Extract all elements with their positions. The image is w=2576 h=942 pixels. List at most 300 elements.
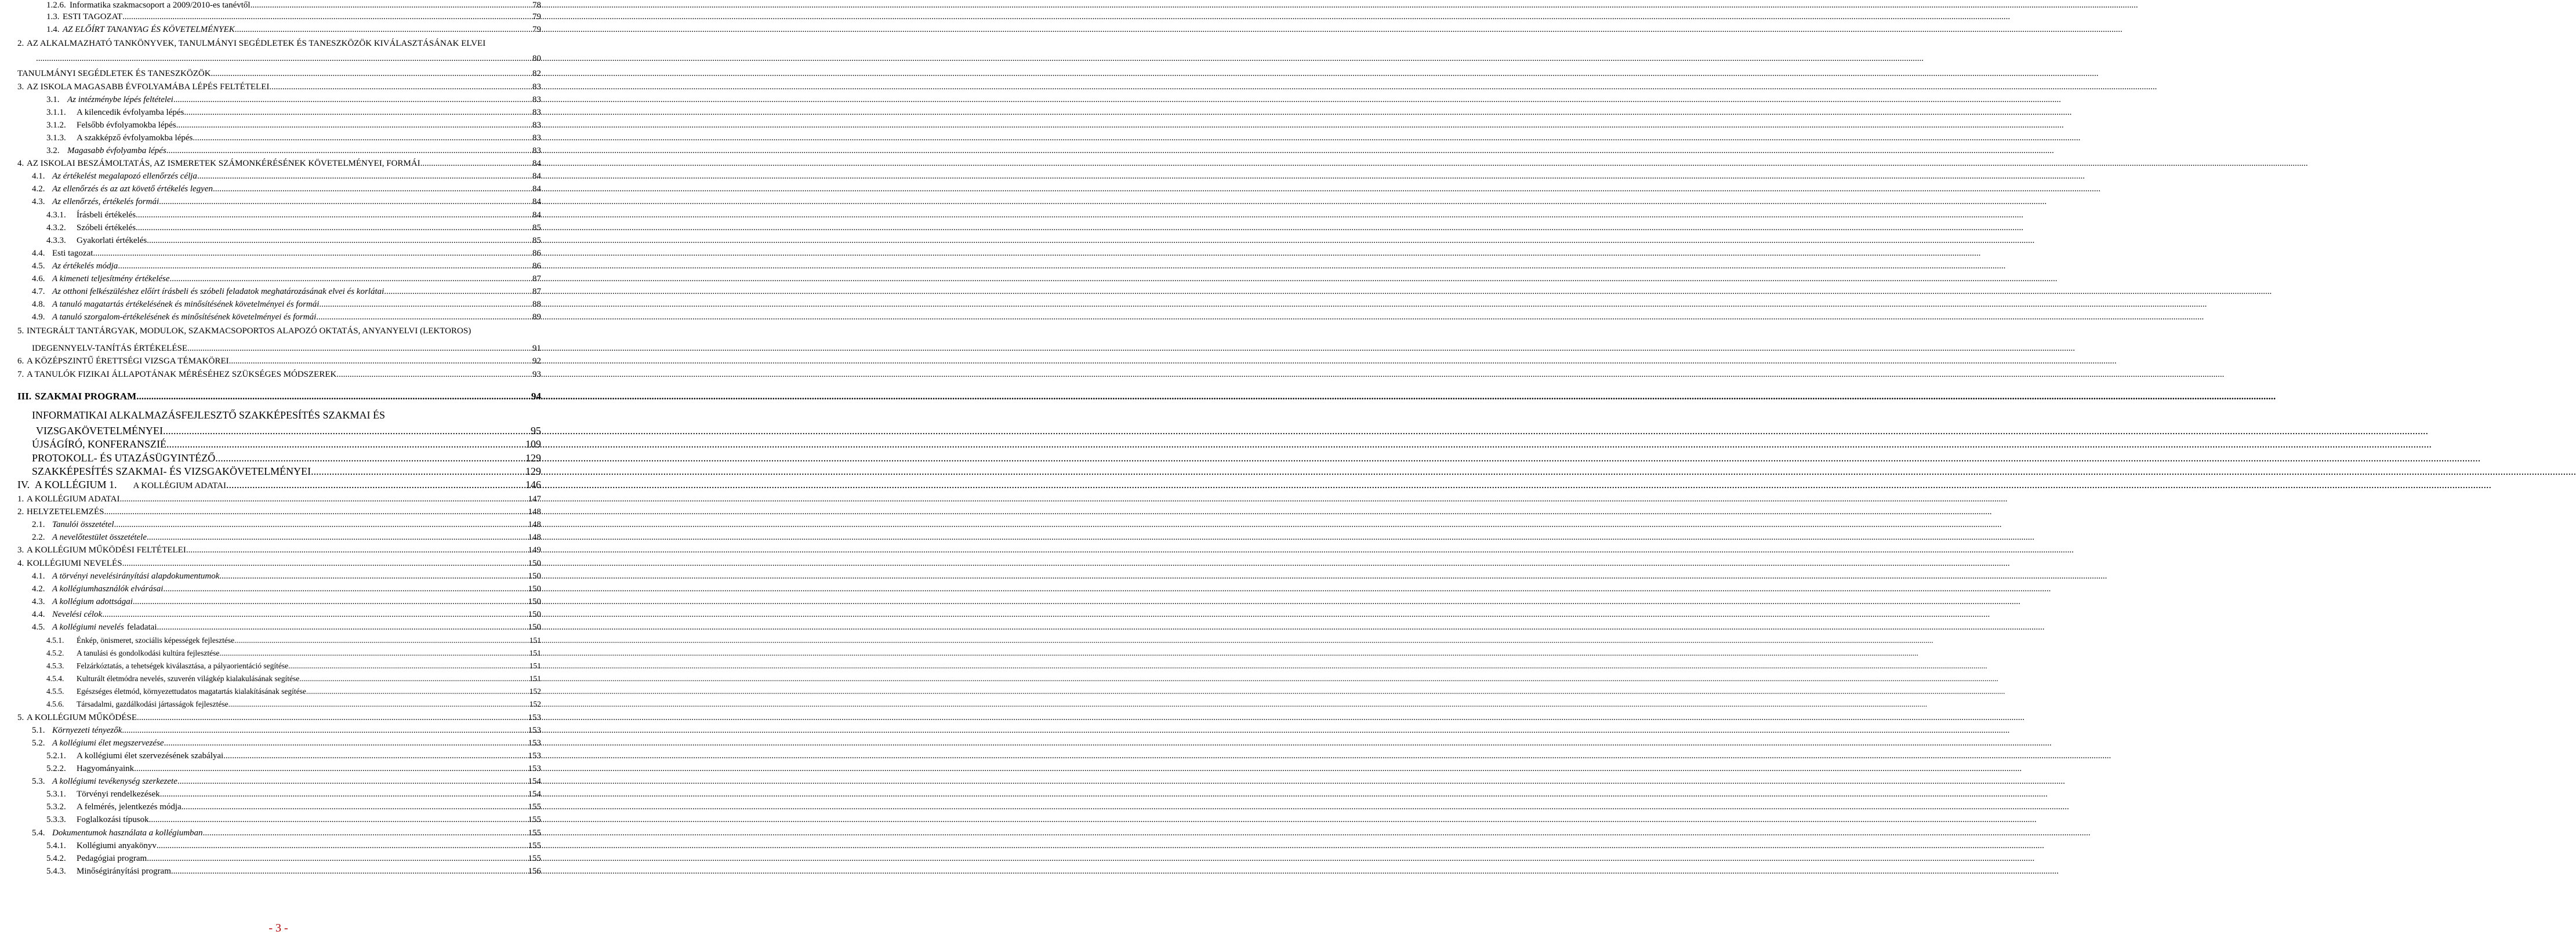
toc-entry-title: A kollégiumhasználók elvárásai	[52, 584, 164, 594]
toc-entry[interactable]	[17, 68, 541, 79]
toc-entry-title: SZAKMAI PROGRAM	[35, 391, 137, 402]
toc-entry-title: Pedagógiai program	[77, 854, 147, 863]
toc-dot-leader	[228, 699, 528, 710]
toc-entry-title: Az értékelés módja	[52, 261, 118, 271]
toc-dot-leader	[211, 68, 531, 79]
toc-entry[interactable]	[32, 248, 541, 259]
toc-dot-leader	[122, 558, 527, 569]
toc-entry[interactable]	[32, 438, 541, 450]
toc-page-number: 155	[528, 802, 541, 812]
toc-entry-title: ÚJSÁGÍRÓ, KONFERANSZIÉ	[32, 438, 167, 450]
toc-entry-number: 5.3.3.	[46, 815, 66, 824]
toc-dot-leader	[213, 184, 531, 194]
toc-dot-leader	[166, 438, 524, 450]
toc-entry-number: 4.5.	[32, 261, 45, 271]
toc-entry[interactable]	[32, 184, 541, 194]
toc-dot-leader	[316, 312, 531, 322]
toc-entry-number: 3.2.	[46, 146, 60, 155]
toc-page-number: 109	[525, 438, 541, 450]
toc-entry[interactable]	[46, 763, 541, 774]
toc-entry-continuation	[36, 53, 541, 64]
toc-entry-number: 5.4.3.	[46, 867, 66, 876]
toc-entry-title: A KÖZÉPSZINTŰ ÉRETTSÉGI VIZSGA TÉMAKÖREI	[27, 357, 229, 366]
toc-dot-leader	[420, 158, 531, 169]
toc-entry[interactable]	[32, 452, 541, 464]
toc-entry-number: 4.5.1.	[46, 636, 64, 645]
toc-entry-number: 3.1.3.	[46, 133, 66, 143]
toc-entry[interactable]	[32, 532, 541, 543]
toc-dot-leader	[160, 789, 527, 799]
toc-entry[interactable]	[17, 712, 541, 723]
toc-entry-title: SZAKKÉPESÍTÉS SZAKMAI- ÉS VIZSGAKÖVETELMÉNYEI	[32, 465, 311, 477]
toc-entry-title: Az ellenőrzés és az azt követő értékelés legyen	[52, 184, 213, 194]
toc-page-number: 79	[532, 12, 541, 21]
toc-dot-leader	[134, 763, 527, 774]
toc-page-number: 148	[528, 520, 541, 529]
toc-dot-leader	[102, 609, 527, 620]
toc-page-number: 153	[528, 713, 541, 722]
toc-page-number: 82	[532, 69, 541, 78]
toc-dot-leader	[157, 841, 527, 851]
toc-dot-leader	[149, 814, 527, 825]
toc-page-number: 156	[528, 867, 541, 876]
toc-dot-leader	[122, 12, 531, 22]
toc-page-number: 154	[528, 790, 541, 799]
toc-entry-number: 5.3.1.	[46, 790, 66, 799]
toc-entry-number: 4.3.	[32, 597, 45, 606]
toc-page-number: 150	[528, 623, 541, 632]
toc-page-number: 95	[531, 425, 541, 437]
toc-page-number: 83	[532, 82, 541, 92]
toc-page-number: 84	[532, 172, 541, 181]
toc-entry[interactable]	[46, 802, 541, 812]
toc-entry[interactable]	[32, 261, 541, 271]
toc-entry-title: Gyakorlati értékelés	[77, 236, 147, 245]
toc-dot-leader	[187, 343, 531, 354]
toc-dot-leader	[170, 274, 531, 284]
toc-dot-leader	[306, 686, 528, 697]
toc-entry-title-continued: feladatai	[126, 623, 157, 632]
toc-entry-title: VIZSGAKÖVETELMÉNYEI	[36, 425, 163, 437]
toc-entry[interactable]	[32, 343, 541, 354]
toc-entry[interactable]	[32, 725, 541, 736]
toc-entry-title: A kollégiumi élet megszervezése	[52, 739, 164, 748]
toc-dot-leader	[122, 725, 527, 736]
table-of-contents	[0, 0, 557, 904]
toc-dot-leader	[133, 597, 527, 607]
toc-entry-title: Törvényi rendelkezések	[77, 790, 160, 799]
toc-entry-number: 3.1.2.	[46, 121, 66, 130]
toc-entry-number: 4.5.	[32, 623, 45, 632]
toc-page-number: 91	[532, 344, 541, 353]
toc-dot-leader	[147, 235, 531, 246]
toc-dot-leader	[177, 776, 527, 787]
toc-dot-leader	[203, 828, 527, 838]
toc-entry[interactable]	[46, 223, 541, 233]
toc-entry-title: A törvényi nevelésirányítási alapdokumentumok	[52, 572, 220, 581]
toc-entry-title: Írásbeli értékelés	[77, 210, 136, 220]
toc-entry-number: 4.9.	[32, 312, 45, 322]
toc-page-number: 151	[529, 661, 541, 670]
toc-entry-title: AZ ISKOLA MAGASABB ÉVFOLYAMÁBA LÉPÉS FELTÉTELEI	[27, 82, 270, 92]
toc-entry-number: 3.	[17, 545, 24, 555]
toc-dot-leader	[311, 465, 524, 478]
toc-entry[interactable]	[46, 751, 541, 761]
toc-entry-title: KOLLÉGIUMI NEVELÉS	[27, 559, 122, 568]
toc-entry[interactable]	[46, 146, 541, 156]
toc-entry[interactable]	[17, 494, 541, 504]
toc-page-number: 149	[528, 545, 541, 555]
toc-page-number: 153	[528, 739, 541, 748]
toc-entry[interactable]	[46, 866, 541, 876]
toc-dot-leader	[164, 738, 527, 748]
toc-entry-title: PROTOKOLL- ÉS UTAZÁSÜGYINTÉZŐ	[32, 452, 216, 464]
toc-dot-leader	[235, 24, 531, 35]
toc-entry-title: A kollégiumi élet szervezésének szabályai	[77, 751, 224, 761]
toc-entry-number: III.	[17, 391, 32, 402]
toc-page-number: 152	[529, 687, 541, 696]
toc-entry[interactable]	[32, 312, 541, 322]
toc-dot-leader	[197, 171, 531, 181]
toc-dot-leader	[186, 545, 527, 555]
toc-dot-leader	[384, 286, 531, 297]
toc-entry[interactable]	[17, 326, 541, 336]
toc-entry-number: 4.3.3.	[46, 236, 66, 245]
toc-entry[interactable]	[17, 545, 541, 555]
toc-entry[interactable]	[32, 465, 541, 478]
toc-dot-leader	[173, 94, 531, 105]
toc-dot-leader	[93, 248, 531, 259]
toc-entry-number: 4.5.3.	[46, 661, 64, 670]
toc-dot-leader	[114, 519, 527, 530]
toc-entry-title: A KOLLÉGIUM MŰKÖDÉSE	[27, 713, 137, 722]
toc-entry-title: A kollégium adottságai	[52, 597, 133, 606]
toc-entry[interactable]	[17, 158, 541, 169]
toc-entry-title: Kollégiumi anyakönyv	[77, 841, 157, 850]
toc-entry-title: A tanuló szorgalom-értékelésének és minősítésének követelményei és formái	[52, 312, 317, 322]
toc-entry-title: IDEGENNYELV-TANÍTÁS ÉRTÉKELÉSE	[32, 344, 188, 353]
toc-page-number: 129	[525, 452, 541, 464]
toc-entry-title: AZ ISKOLAI BESZÁMOLTATÁS, AZ ISMERETEK SZÁMONKÉRÉSÉNEK KÖVETELMÉNYEI, FORMÁI	[27, 159, 420, 168]
toc-entry-title: AZ ELŐÍRT TANANYAG ÉS KÖVETELMÉNYEK	[63, 25, 235, 34]
toc-entry[interactable]	[17, 356, 541, 366]
toc-page-number: 83	[532, 146, 541, 155]
toc-entry-number: 5.4.1.	[46, 841, 66, 850]
toc-page-number: 153	[528, 751, 541, 761]
toc-dot-leader	[136, 391, 530, 402]
toc-entry-number: 4.8.	[32, 300, 45, 309]
toc-entry-number: 5.3.	[32, 777, 45, 786]
toc-entry-number: 4.2.	[32, 584, 45, 594]
toc-entry-title: A szakképző évfolyamokba lépés	[77, 133, 193, 143]
toc-entry-title: Informatika szakmacsoport a 2009/2010-es tanévtől	[70, 1, 251, 10]
toc-entry-title: Énkép, önismeret, szociális képességek fejlesztése	[77, 636, 235, 645]
toc-entry[interactable]	[32, 776, 541, 787]
toc-dot-leader	[147, 853, 527, 864]
toc-dot-leader	[219, 648, 528, 659]
toc-entry-number: 4.3.1.	[46, 210, 66, 220]
toc-entry-title: Felsőbb évfolyamokba lépés	[77, 121, 176, 130]
toc-page-number: 155	[528, 815, 541, 824]
toc-page-number: 155	[528, 828, 541, 838]
toc-page-number: 150	[528, 572, 541, 581]
toc-entry[interactable]	[32, 584, 541, 594]
toc-dot-leader	[234, 635, 528, 646]
toc-entry-title: Foglalkozási típusok	[77, 815, 149, 824]
toc-entry[interactable]	[32, 274, 541, 284]
toc-entry[interactable]	[46, 789, 541, 799]
toc-entry-number: 4.7.	[32, 287, 45, 296]
toc-entry-number: 4.6.	[32, 274, 45, 283]
toc-entry-number: IV.	[17, 479, 30, 490]
toc-entry[interactable]	[32, 519, 541, 530]
toc-entry-title: A KOLLÉGIUM MŰKÖDÉSI FELTÉTELEI	[27, 545, 186, 555]
toc-entry-number: 2.1.	[32, 520, 45, 529]
toc-page-number: 153	[528, 764, 541, 773]
toc-entry[interactable]	[46, 210, 541, 220]
toc-entry[interactable]	[46, 0, 541, 10]
toc-entry-title: A tanuló magatartás értékelésének és minősítésének követelményei és formái	[52, 300, 320, 309]
toc-entry-title: A tanulási és gondolkodási kultúra fejlesztése	[77, 649, 220, 657]
toc-entry-title: TANULMÁNYI SEGÉDLETEK ÉS TANESZKÖZÖK	[17, 69, 211, 78]
toc-page-number: 83	[532, 95, 541, 104]
toc-dot-leader	[182, 802, 527, 812]
toc-entry[interactable]	[32, 571, 541, 581]
toc-page-number: 150	[528, 584, 541, 594]
toc-dot-leader	[336, 369, 531, 380]
toc-entry[interactable]	[17, 507, 541, 517]
toc-entry-number: 4.3.	[32, 197, 45, 206]
toc-entry[interactable]	[46, 235, 541, 246]
toc-entry-title: A kimeneti teljesítmény értékelése	[52, 274, 170, 283]
toc-entry[interactable]	[46, 12, 541, 22]
toc-entry[interactable]	[32, 597, 541, 607]
toc-dot-leader	[176, 120, 531, 130]
toc-entry-number: 4.5.4.	[46, 674, 64, 683]
toc-entry[interactable]	[32, 299, 541, 310]
toc-dot-leader	[215, 452, 524, 464]
toc-page-number: 79	[532, 25, 541, 34]
toc-entry-number: 5.2.2.	[46, 764, 66, 773]
toc-entry[interactable]	[46, 841, 541, 851]
toc-page-number: 150	[528, 597, 541, 606]
toc-entry[interactable]	[32, 609, 541, 620]
toc-entry[interactable]	[17, 82, 541, 92]
toc-entry[interactable]	[32, 828, 541, 838]
toc-dot-leader	[163, 584, 527, 594]
toc-entry-title: Minőségirányítási program	[77, 867, 171, 876]
toc-page-number: 146	[525, 479, 541, 490]
toc-dot-leader	[163, 425, 529, 437]
toc-entry-number: 1.	[17, 494, 24, 504]
toc-page-number: 148	[528, 533, 541, 542]
toc-entry-number: 4.1.	[32, 572, 45, 581]
toc-entry[interactable]	[32, 738, 541, 748]
toc-entry-title: A kilencedik évfolyamba lépés	[77, 108, 184, 117]
toc-entry[interactable]	[36, 425, 541, 437]
toc-entry-number: 1.3.	[46, 12, 60, 21]
toc-entry-number: 4.3.2.	[46, 223, 66, 232]
toc-entry[interactable]	[46, 635, 541, 646]
toc-page-number: 152	[529, 700, 541, 708]
toc-entry-title: Kulturált életmódra nevelés, szuverén világkép kialakulásának segítése	[77, 674, 300, 683]
toc-entry[interactable]	[17, 479, 541, 492]
toc-entry-number: 2.	[17, 507, 24, 517]
toc-dot-leader	[229, 356, 531, 366]
toc-dot-leader	[288, 661, 528, 671]
toc-entry-number: 6.	[17, 357, 24, 366]
toc-entry[interactable]	[46, 107, 541, 118]
toc-entry[interactable]	[17, 558, 541, 569]
toc-entry[interactable]	[46, 133, 541, 143]
toc-page-number: 86	[532, 261, 541, 271]
toc-entry-title: Az értékelést megalapozó ellenőrzés célja	[52, 172, 197, 181]
toc-page-number: 84	[532, 210, 541, 220]
toc-page-number: 153	[528, 726, 541, 735]
toc-dot-leader	[157, 622, 527, 632]
toc-entry-title: ESTI TAGOZAT	[63, 12, 123, 21]
toc-page-number: 88	[532, 300, 541, 309]
toc-dot-leader	[251, 0, 531, 10]
toc-dot-leader	[226, 479, 524, 491]
toc-page-number: 83	[532, 121, 541, 130]
toc-entry-number: 5.4.2.	[46, 854, 66, 863]
toc-dot-leader	[299, 674, 528, 684]
page-number: - 3 -	[269, 922, 288, 934]
toc-entry-number: 1.4.	[46, 25, 60, 34]
toc-entry-number: 5.2.	[32, 739, 45, 748]
toc-page-number: 89	[532, 312, 541, 322]
toc-dot-leader	[171, 866, 527, 876]
toc-page-number: 85	[532, 236, 541, 245]
toc-dot-leader	[36, 53, 531, 64]
toc-page-number: 86	[532, 249, 541, 258]
toc-page-number: 155	[528, 841, 541, 850]
toc-page-number: 150	[528, 559, 541, 568]
toc-entry-title: Társadalmi, gazdálkodási jártasságok fejlesztése	[77, 700, 228, 708]
toc-entry-number: 3.1.	[46, 95, 60, 104]
toc-entry[interactable]	[46, 24, 541, 35]
toc-entry-number: 5.3.2.	[46, 802, 66, 812]
toc-dot-leader	[269, 82, 531, 92]
toc-page-number: 150	[528, 610, 541, 619]
toc-page-number: 87	[532, 274, 541, 283]
toc-entry-title: HELYZETELEMZÉS	[27, 507, 104, 517]
toc-dot-leader	[118, 261, 531, 271]
toc-entry-number: 4.1.	[32, 172, 45, 181]
toc-page-number: 93	[532, 370, 541, 379]
toc-page-number: 80	[532, 54, 541, 63]
toc-entry-title: A kollégiumi tevékenység szerkezete	[52, 777, 177, 786]
toc-entry-title: A felmérés, jelentkezés módja	[77, 802, 182, 812]
toc-entry[interactable]	[46, 699, 541, 710]
toc-entry-title: Az otthoni felkészüléshez előírt írásbeli és szóbeli feladatok meghatározásának elvei és korlátai	[52, 287, 384, 296]
toc-dot-leader	[166, 146, 531, 156]
toc-entry-number: 5.	[17, 713, 24, 722]
toc-page-number: 151	[529, 674, 541, 683]
toc-entry-number: 4.	[17, 559, 24, 568]
toc-entry-title: Az intézménybe lépés feltételei	[67, 95, 173, 104]
toc-dot-leader	[219, 571, 527, 581]
toc-entry-title: A KOLLÉGIUM ADATAI	[27, 494, 120, 504]
toc-entry[interactable]	[46, 120, 541, 130]
toc-dot-leader	[137, 712, 527, 723]
toc-entry-title: Esti tagozat	[52, 249, 93, 258]
toc-entry-title: Az ellenőrzés, értékelés formái	[52, 197, 159, 206]
toc-entry[interactable]	[46, 661, 541, 671]
toc-entry[interactable]	[46, 853, 541, 864]
toc-entry-number: 2.	[17, 39, 24, 48]
toc-entry[interactable]	[17, 391, 541, 402]
toc-entry[interactable]	[17, 38, 541, 49]
toc-entry-title: Hagyományaink	[77, 764, 135, 773]
toc-entry[interactable]	[17, 369, 541, 380]
toc-entry[interactable]	[32, 171, 541, 181]
toc-entry-title: INTEGRÁLT TANTÁRGYAK, MODULOK, SZAKMACSOPORTOS ALAPOZÓ OKTATÁS, ANYANYELVI (LEKTOROS)	[27, 326, 471, 336]
toc-entry-title: A TANULÓK FIZIKAI ÁLLAPOTÁNAK MÉRÉSÉHEZ SZÜKSÉGES MÓDSZEREK	[27, 370, 337, 379]
toc-entry-number: 4.	[17, 159, 24, 168]
toc-page-number: 155	[528, 854, 541, 863]
toc-dot-leader	[136, 223, 531, 233]
toc-entry-number: 1.2.6.	[46, 1, 66, 10]
toc-entry-title: Felzárkóztatás, a tehetségek kiválasztása, a pályaorientáció segítése	[77, 661, 289, 670]
toc-entry[interactable]	[46, 814, 541, 825]
toc-dot-leader	[159, 197, 531, 207]
toc-entry-number: 5.1.	[32, 726, 45, 735]
toc-page-number: 87	[532, 287, 541, 296]
toc-page-number: 84	[532, 159, 541, 168]
toc-entry-number: 4.5.5.	[46, 687, 64, 696]
toc-entry-number: 4.4.	[32, 249, 45, 258]
toc-entry[interactable]	[46, 648, 541, 659]
toc-entry[interactable]	[46, 674, 541, 684]
toc-entry-title: A KOLLÉGIUM 1.	[35, 479, 117, 490]
toc-entry[interactable]	[32, 286, 541, 297]
toc-entry-title: A kollégiumi nevelés	[52, 623, 124, 632]
toc-entry-number: 2.2.	[32, 533, 45, 542]
toc-page-number: 154	[528, 777, 541, 786]
toc-entry[interactable]	[32, 622, 541, 632]
toc-entry-title: Környezeti tényezők	[52, 726, 122, 735]
toc-page-number: 83	[532, 108, 541, 117]
toc-entry-number: 5.4.	[32, 828, 45, 838]
toc-entry-title: Dokumentumok használata a kollégiumban	[52, 828, 203, 838]
toc-dot-leader	[184, 107, 531, 118]
toc-entry[interactable]	[46, 686, 541, 697]
toc-page-number: 94	[531, 391, 541, 402]
toc-entry-title: Szóbeli értékelés	[77, 223, 136, 232]
toc-dot-leader	[119, 494, 527, 504]
toc-entry-number: 4.2.	[32, 184, 45, 194]
toc-dot-leader	[104, 507, 527, 517]
toc-entry-title: Egészséges életmód, környezettudatos magatartás kialakításának segítése	[77, 687, 306, 696]
toc-entry[interactable]	[46, 94, 541, 105]
toc-entry[interactable]	[32, 409, 541, 421]
toc-entry-number: 4.5.2.	[46, 649, 64, 657]
toc-page-number: 148	[528, 507, 541, 517]
toc-entry-title-continued: A KOLLÉGIUM ADATAI	[133, 481, 226, 490]
toc-entry[interactable]	[32, 197, 541, 207]
toc-entry-title: A nevelőtestület összetétele	[52, 533, 147, 542]
toc-page-number: 129	[525, 465, 541, 477]
toc-page-number: 151	[529, 636, 541, 645]
toc-entry-title: INFORMATIKAI ALKALMAZÁSFEJLESZTŐ SZAKKÉPESÍTÉS SZAKMAI ÉS	[32, 409, 386, 421]
toc-entry-title: Magasabb évfolyamba lépés	[67, 146, 166, 155]
toc-entry-title: Nevelési célok	[52, 610, 103, 619]
toc-dot-leader	[147, 532, 527, 543]
toc-dot-leader	[136, 210, 531, 220]
toc-entry-number: 3.1.1.	[46, 108, 66, 117]
